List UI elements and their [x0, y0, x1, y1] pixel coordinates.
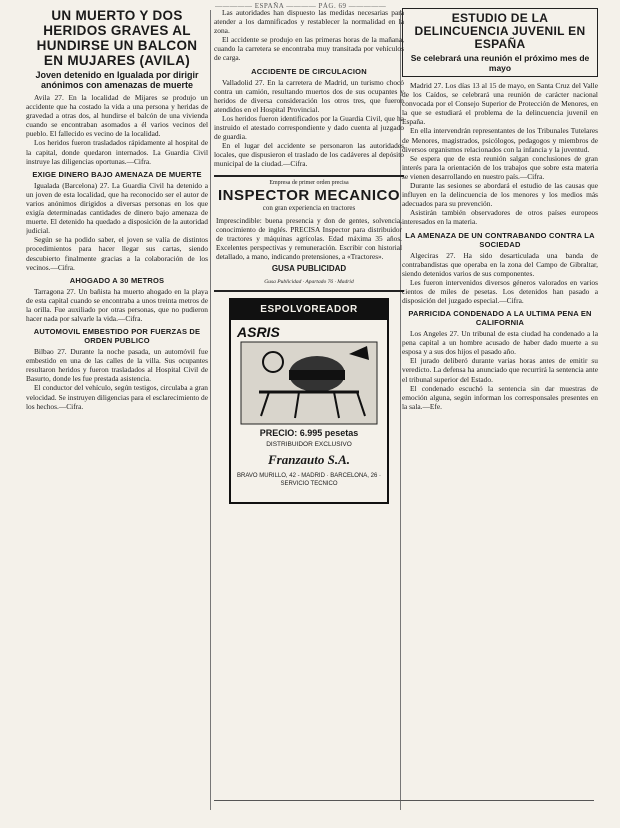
article-paragraph: Algeciras 27. Ha sido desarticulada una banda de contrabandistas que operaba en la zona del Campo de Gibraltar, siendo detenidos varios de sus componentes.: [402, 250, 598, 278]
article-paragraph: Avila 27. En la localidad de Mijares se produjo un accidente que ha costado la vida a una persona y heridas de gravedad a otras dos, al hundirse el balcón de una vivienda cuando se encontraban asomados a él varios vecinos del pueblo. El fallecido es vecino de la localidad.: [26, 93, 208, 139]
ad-title: INSPECTOR MECANICO: [217, 186, 401, 204]
article-paragraph: Valladolid 27. En la carretera de Madrid, un turismo chocó contra un camión, resultando muertos dos de sus ocupantes y heridos de diversa consideración los otros tres, que fueron atendidos en el Hospital Provincial.: [214, 77, 404, 114]
ad-band: ESPOLVOREADOR: [231, 300, 387, 320]
headline-juvenile: ESTUDIO DE LA DELINCUENCIA JUVENIL EN ESPAÑA: [414, 11, 586, 51]
article-paragraph: Madrid 27. Los días 13 al 15 de mayo, en Santa Cruz del Valle de los Caídos, se celebrará una reunión de carácter nacional convocada por el Consejo Superior de Protección de Menores, en la que se estudiará el problema de la delincuencia juvenil en España.: [402, 81, 598, 127]
article-paragraph: Los heridos fueron identificados por la Guardia Civil, que ha instruido el atestado correspondiente y dado cuenta al juzgado de guardia.: [214, 113, 404, 142]
article-paragraph: Igualada (Barcelona) 27. La Guardia Civil ha detenido a un joven de esta localidad, que ha reconocido ser el autor de varios anónimos dirigidos a diversas personas en los que exigía determinadas cantidades de dinero bajo amenaza de muerte. El detenido ha quedado a disposición de la autoridad judicial.: [26, 180, 208, 236]
subhead-california: PARRICIDA CONDENADO A LA ULTIMA PENA EN CALIFORNIA: [408, 309, 592, 328]
deck-meeting: Se celebrará una reunión el próximo mes de mayo: [410, 53, 590, 73]
article-paragraph: En ella intervendrán representantes de los Tribunales Tutelares de Menores, magistrados, psicólogos, pedagogos y miembros de diversos organismos relacionados con la infancia y la juventud.: [402, 126, 598, 154]
article-paragraph: Las autoridades han dispuesto las medidas necesarias para atender a los damnificados y restablecer la normalidad en la zona.: [214, 8, 404, 36]
duster-machine-illustration: [239, 340, 379, 426]
column-rule: [210, 10, 211, 810]
ad-kicker: Empresa de primer orden precisa: [269, 179, 349, 186]
ad-signature: GUSA PUBLICIDAD: [271, 263, 347, 273]
page-header-strip: ————— ESPAÑA ———— PÁG. 69 —————: [215, 2, 387, 10]
article-paragraph: El accidente se produjo en las primeras horas de la mañana, cuando la carretera se encontraba muy transitada por vehículos de carga.: [214, 35, 404, 63]
ad-address: BRAVO MURILLO, 42 - MADRID · BARCELONA, 26 · SERVICIO TECNICO: [237, 472, 381, 487]
article-paragraph: Tarragona 27. Un bañista ha muerto ahogado en la playa de esta capital cuando se encontraba a unos treinta metros de la orilla. Fue auxiliado por otras personas, que no pudieron hacer nada por salvarle la vida.—Cifra.: [26, 286, 208, 323]
article-paragraph: Según se ha podido saber, el joven se valía de distintos procedimientos para hacer llegar sus cartas, siendo descubierto finalmente gracias a la colaboración de los vecinos.—Cifra.: [26, 235, 208, 272]
subhead-traffic: ACCIDENTE DE CIRCULACION: [251, 66, 367, 76]
article-paragraph: Les fueron intervenidos diversos géneros valorados en varios cientos de miles de pesetas. Los detenidos han pasado a disposición del juzgado especial.—Cifra.: [402, 277, 598, 305]
article-paragraph: Los Angeles 27. Un tribunal de esta ciudad ha condenado a la pena capital a un hombre acusado de haber dado muerte a su esposa y a sus dos hijos el pasado año.: [402, 329, 598, 357]
subhead-car: AUTOMOVIL EMBESTIDO POR FUERZAS DE ORDEN PUBLICO: [33, 327, 201, 346]
article-paragraph: Bilbao 27. Durante la noche pasada, un automóvil fue embestido en una de las calles de la villa. Sus ocupantes resultaron heridos y fueron trasladados al Hospital Civil de Basurto, donde les fue prestada asistencia.: [26, 347, 208, 384]
ad-distributor: DISTRIBUIDOR EXCLUSIVO: [266, 440, 352, 448]
article-paragraph: El jurado deliberó durante varias horas antes de emitir su veredicto. La defensa ha anunciado que recurrirá la sentencia ante el tribunal superior del Estado.: [402, 356, 598, 384]
bottom-rule: [214, 800, 594, 801]
article-paragraph: El conductor del vehículo, según testigos, circulaba a gran velocidad. Se instruyen diligencias para el esclarecimiento de los hechos.—Cifra.: [26, 383, 208, 411]
ad-price: PRECIO: 6.995 pesetas: [259, 427, 359, 438]
boxed-headline: [402, 8, 598, 77]
display-ad-duster: [229, 298, 389, 504]
ad-subtitle: con gran experiencia en tractores: [262, 203, 356, 212]
article-paragraph: En el lugar del accidente se personaron las autoridades locales, que dispusieron el traslado de los cadáveres al depósito municipal de la ciudad.—Cifra.: [214, 141, 404, 169]
ad-brand: ASRIS: [237, 323, 280, 340]
ad-firm: Franzauto S.A.: [267, 451, 350, 467]
headline-balcony: UN MUERTO Y DOS HERIDOS GRAVES AL HUNDIRSE UN BALCON EN MUJARES (AVILA): [36, 8, 198, 68]
subhead-drowned: AHOGADO A 30 METROS: [69, 275, 165, 285]
column-left: [26, 8, 208, 823]
subhead-smuggling: LA AMENAZA DE UN CONTRABANDO CONTRA LA SOCIEDAD: [405, 230, 595, 249]
article-paragraph: El condenado escuchó la sentencia sin dar muestras de emoción alguna, según informan los corresponsales presentes en la sala.—Efe.: [402, 383, 598, 411]
column-middle: [214, 8, 404, 823]
deck-igualada: Joven detenido en Igualada por dirigir anónimos con amenazas de muerte: [35, 70, 199, 90]
article-paragraph: Asistirán también observadores de otros países europeos interesados en la materia.: [402, 208, 598, 227]
classified-ad-inspector: [214, 175, 404, 292]
article-paragraph: Durante las sesiones se abordará el estudio de las causas que influyen en la delincuencia de los menores y los medios más adecuados para su prevención.: [402, 181, 598, 209]
column-right: [402, 8, 598, 823]
ad-body: Imprescindible: buena presencia y don de gentes, solvencia, conocimiento de inglés. PRECISA Inspector para distribuidor de tractores y máquinas agrícolas. Edad máxima 35 años. Excelentes perspectivas y remuneración. Escribir con historial detallado, a mano, indicando pretensiones, a «Tractores».: [216, 215, 402, 261]
article-paragraph: Los heridos fueron trasladados rápidamente al hospital de la capital, donde quedaron internados. La Guardia Civil instruye las diligencias oportunas.—Cifra.: [26, 138, 208, 166]
ad-footer: Gusa Publicidad · Apartado 76 · Madrid: [264, 278, 354, 285]
article-paragraph: Se espera que de esta reunión salgan conclusiones de gran interés para la orientación de los trabajos que sobre esta materia se vienen desarrollando en nuestro país.—Cifra.: [402, 153, 598, 181]
subhead-threat: EXIGE DINERO BAJO AMENAZA DE MUERTE: [32, 169, 202, 179]
